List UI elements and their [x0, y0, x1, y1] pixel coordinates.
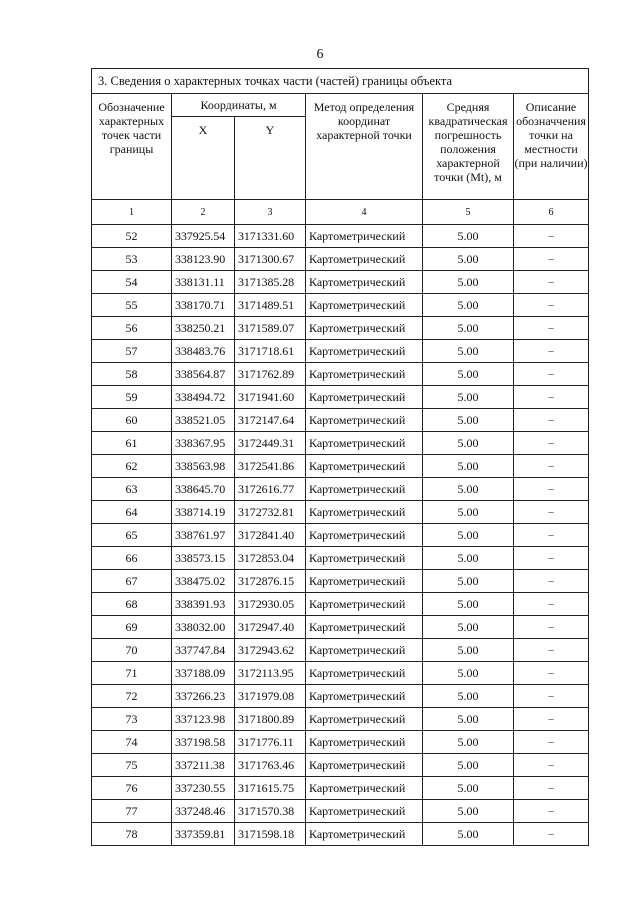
column-number: 3	[235, 200, 306, 225]
x-coordinate-cell: 338123.90	[172, 248, 235, 271]
method-cell: Картометрический	[306, 317, 423, 340]
method-cell: Картометрический	[306, 754, 423, 777]
description-cell: –	[514, 662, 589, 685]
y-coordinate-cell: 3172147.64	[235, 409, 306, 432]
point-cell: 60	[92, 409, 172, 432]
y-coordinate-cell: 3171615.75	[235, 777, 306, 800]
description-cell: –	[514, 317, 589, 340]
table-row	[92, 823, 589, 846]
x-coordinate-cell: 338714.19	[172, 501, 235, 524]
method-cell: Картометрический	[306, 662, 423, 685]
point-cell: 61	[92, 432, 172, 455]
page-number: 6	[316, 47, 324, 62]
error-cell: 5.00	[423, 317, 514, 340]
point-cell: 75	[92, 754, 172, 777]
x-coordinate-cell: 337925.54	[172, 225, 235, 248]
error-cell: 5.00	[423, 823, 514, 846]
point-cell: 73	[92, 708, 172, 731]
description-cell: –	[514, 823, 589, 846]
error-cell: 5.00	[423, 616, 514, 639]
point-cell: 70	[92, 639, 172, 662]
point-cell: 64	[92, 501, 172, 524]
x-coordinate-cell: 338564.87	[172, 363, 235, 386]
error-cell: 5.00	[423, 340, 514, 363]
point-cell: 74	[92, 731, 172, 754]
y-coordinate-cell: 3171300.67	[235, 248, 306, 271]
description-cell: –	[514, 754, 589, 777]
boundary-points-table	[91, 68, 589, 846]
y-coordinate-cell: 3171385.28	[235, 271, 306, 294]
description-cell: –	[514, 731, 589, 754]
point-cell: 66	[92, 547, 172, 570]
table-row	[92, 570, 589, 593]
error-cell: 5.00	[423, 501, 514, 524]
description-cell: –	[514, 340, 589, 363]
error-cell: 5.00	[423, 386, 514, 409]
table-row	[92, 455, 589, 478]
method-cell: Картометрический	[306, 639, 423, 662]
section-title: 3. Сведения о характерных точках части (частей) границы объекта	[92, 69, 589, 94]
point-cell: 67	[92, 570, 172, 593]
table-row	[92, 248, 589, 271]
description-cell: –	[514, 386, 589, 409]
y-coordinate-cell: 3172616.77	[235, 478, 306, 501]
header-y: Y	[235, 117, 306, 200]
method-cell: Картометрический	[306, 455, 423, 478]
x-coordinate-cell: 338761.97	[172, 524, 235, 547]
x-coordinate-cell: 337211.38	[172, 754, 235, 777]
method-cell: Картометрический	[306, 363, 423, 386]
method-cell: Картометрический	[306, 616, 423, 639]
error-cell: 5.00	[423, 271, 514, 294]
column-number: 5	[423, 200, 514, 225]
x-coordinate-cell: 338494.72	[172, 386, 235, 409]
description-cell: –	[514, 570, 589, 593]
error-cell: 5.00	[423, 593, 514, 616]
point-cell: 59	[92, 386, 172, 409]
table-row	[92, 754, 589, 777]
x-coordinate-cell: 338250.21	[172, 317, 235, 340]
table-row	[92, 777, 589, 800]
method-cell: Картометрический	[306, 685, 423, 708]
point-cell: 78	[92, 823, 172, 846]
x-coordinate-cell: 337266.23	[172, 685, 235, 708]
y-coordinate-cell: 3171800.89	[235, 708, 306, 731]
header-description: Описание обозначчения точки на местности (при наличии)	[514, 94, 589, 200]
method-cell: Картометрический	[306, 777, 423, 800]
y-coordinate-cell: 3171489.51	[235, 294, 306, 317]
description-cell: –	[514, 777, 589, 800]
header-error: Средняя квадратическая погрешность положения характерной точки (Mt), м	[423, 94, 514, 200]
description-cell: –	[514, 800, 589, 823]
header-method: Метод определения координат характерной точки	[306, 94, 423, 200]
table-row	[92, 639, 589, 662]
method-cell: Картометрический	[306, 225, 423, 248]
y-coordinate-cell: 3171718.61	[235, 340, 306, 363]
error-cell: 5.00	[423, 432, 514, 455]
method-cell: Картометрический	[306, 409, 423, 432]
header-point-designation: Обозначение характерных точек части границы	[92, 94, 172, 200]
y-coordinate-cell: 3171570.38	[235, 800, 306, 823]
error-cell: 5.00	[423, 754, 514, 777]
table-row	[92, 708, 589, 731]
error-cell: 5.00	[423, 777, 514, 800]
error-cell: 5.00	[423, 478, 514, 501]
error-cell: 5.00	[423, 248, 514, 271]
point-cell: 55	[92, 294, 172, 317]
y-coordinate-cell: 3172449.31	[235, 432, 306, 455]
y-coordinate-cell: 3172113.95	[235, 662, 306, 685]
error-cell: 5.00	[423, 294, 514, 317]
table-row	[92, 225, 589, 248]
method-cell: Картометрический	[306, 823, 423, 846]
x-coordinate-cell: 338563.98	[172, 455, 235, 478]
x-coordinate-cell: 337123.98	[172, 708, 235, 731]
method-cell: Картометрический	[306, 570, 423, 593]
method-cell: Картометрический	[306, 386, 423, 409]
point-cell: 71	[92, 662, 172, 685]
x-coordinate-cell: 338367.95	[172, 432, 235, 455]
point-cell: 58	[92, 363, 172, 386]
point-cell: 57	[92, 340, 172, 363]
table-row	[92, 478, 589, 501]
point-cell: 56	[92, 317, 172, 340]
error-cell: 5.00	[423, 547, 514, 570]
table-row	[92, 340, 589, 363]
table-row	[92, 501, 589, 524]
column-number: 4	[306, 200, 423, 225]
description-cell: –	[514, 708, 589, 731]
y-coordinate-cell: 3172930.05	[235, 593, 306, 616]
error-cell: 5.00	[423, 409, 514, 432]
description-cell: –	[514, 524, 589, 547]
y-coordinate-cell: 3171776.11	[235, 731, 306, 754]
y-coordinate-cell: 3171763.46	[235, 754, 306, 777]
description-cell: –	[514, 616, 589, 639]
x-coordinate-cell: 338475.02	[172, 570, 235, 593]
method-cell: Картометрический	[306, 248, 423, 271]
x-coordinate-cell: 338573.15	[172, 547, 235, 570]
point-cell: 63	[92, 478, 172, 501]
table-row	[92, 363, 589, 386]
point-cell: 76	[92, 777, 172, 800]
error-cell: 5.00	[423, 639, 514, 662]
point-cell: 53	[92, 248, 172, 271]
x-coordinate-cell: 337230.55	[172, 777, 235, 800]
description-cell: –	[514, 593, 589, 616]
description-cell: –	[514, 639, 589, 662]
y-coordinate-cell: 3172732.81	[235, 501, 306, 524]
y-coordinate-cell: 3171941.60	[235, 386, 306, 409]
method-cell: Картометрический	[306, 271, 423, 294]
description-cell: –	[514, 685, 589, 708]
table-row	[92, 662, 589, 685]
x-coordinate-cell: 338032.00	[172, 616, 235, 639]
description-cell: –	[514, 363, 589, 386]
y-coordinate-cell: 3171331.60	[235, 225, 306, 248]
x-coordinate-cell: 337747.84	[172, 639, 235, 662]
method-cell: Картометрический	[306, 800, 423, 823]
table-row	[92, 409, 589, 432]
y-coordinate-cell: 3172853.04	[235, 547, 306, 570]
method-cell: Картометрический	[306, 708, 423, 731]
table-row	[92, 386, 589, 409]
method-cell: Картометрический	[306, 501, 423, 524]
table-row	[92, 432, 589, 455]
method-cell: Картометрический	[306, 731, 423, 754]
description-cell: –	[514, 547, 589, 570]
table-row	[92, 685, 589, 708]
y-coordinate-cell: 3172841.40	[235, 524, 306, 547]
x-coordinate-cell: 338521.05	[172, 409, 235, 432]
table-row	[92, 547, 589, 570]
header-x: X	[172, 117, 235, 200]
header-coordinates: Координаты, м	[172, 94, 306, 117]
method-cell: Картометрический	[306, 294, 423, 317]
column-number: 2	[172, 200, 235, 225]
description-cell: –	[514, 225, 589, 248]
y-coordinate-cell: 3171589.07	[235, 317, 306, 340]
description-cell: –	[514, 501, 589, 524]
error-cell: 5.00	[423, 225, 514, 248]
point-cell: 72	[92, 685, 172, 708]
table-row	[92, 271, 589, 294]
point-cell: 52	[92, 225, 172, 248]
x-coordinate-cell: 337188.09	[172, 662, 235, 685]
method-cell: Картометрический	[306, 593, 423, 616]
method-cell: Картометрический	[306, 524, 423, 547]
y-coordinate-cell: 3171598.18	[235, 823, 306, 846]
description-cell: –	[514, 271, 589, 294]
y-coordinate-cell: 3171762.89	[235, 363, 306, 386]
error-cell: 5.00	[423, 524, 514, 547]
column-number: 6	[514, 200, 589, 225]
table-row	[92, 800, 589, 823]
y-coordinate-cell: 3172947.40	[235, 616, 306, 639]
method-cell: Картометрический	[306, 478, 423, 501]
table-row	[92, 616, 589, 639]
table-row	[92, 593, 589, 616]
description-cell: –	[514, 478, 589, 501]
table-row	[92, 731, 589, 754]
table-row	[92, 294, 589, 317]
error-cell: 5.00	[423, 363, 514, 386]
x-coordinate-cell: 338131.11	[172, 271, 235, 294]
x-coordinate-cell: 338483.76	[172, 340, 235, 363]
error-cell: 5.00	[423, 685, 514, 708]
y-coordinate-cell: 3172541.86	[235, 455, 306, 478]
column-number: 1	[92, 200, 172, 225]
description-cell: –	[514, 248, 589, 271]
point-cell: 77	[92, 800, 172, 823]
y-coordinate-cell: 3171979.08	[235, 685, 306, 708]
table-row	[92, 317, 589, 340]
point-cell: 65	[92, 524, 172, 547]
error-cell: 5.00	[423, 570, 514, 593]
table-row	[92, 524, 589, 547]
method-cell: Картометрический	[306, 340, 423, 363]
method-cell: Картометрический	[306, 432, 423, 455]
error-cell: 5.00	[423, 662, 514, 685]
point-cell: 62	[92, 455, 172, 478]
description-cell: –	[514, 432, 589, 455]
description-cell: –	[514, 409, 589, 432]
error-cell: 5.00	[423, 455, 514, 478]
method-cell: Картометрический	[306, 547, 423, 570]
point-cell: 68	[92, 593, 172, 616]
x-coordinate-cell: 338391.93	[172, 593, 235, 616]
y-coordinate-cell: 3172876.15	[235, 570, 306, 593]
description-cell: –	[514, 455, 589, 478]
x-coordinate-cell: 337248.46	[172, 800, 235, 823]
point-cell: 69	[92, 616, 172, 639]
x-coordinate-cell: 338170.71	[172, 294, 235, 317]
error-cell: 5.00	[423, 731, 514, 754]
x-coordinate-cell: 337198.58	[172, 731, 235, 754]
description-cell: –	[514, 294, 589, 317]
y-coordinate-cell: 3172943.62	[235, 639, 306, 662]
point-cell: 54	[92, 271, 172, 294]
x-coordinate-cell: 338645.70	[172, 478, 235, 501]
error-cell: 5.00	[423, 708, 514, 731]
x-coordinate-cell: 337359.81	[172, 823, 235, 846]
error-cell: 5.00	[423, 800, 514, 823]
